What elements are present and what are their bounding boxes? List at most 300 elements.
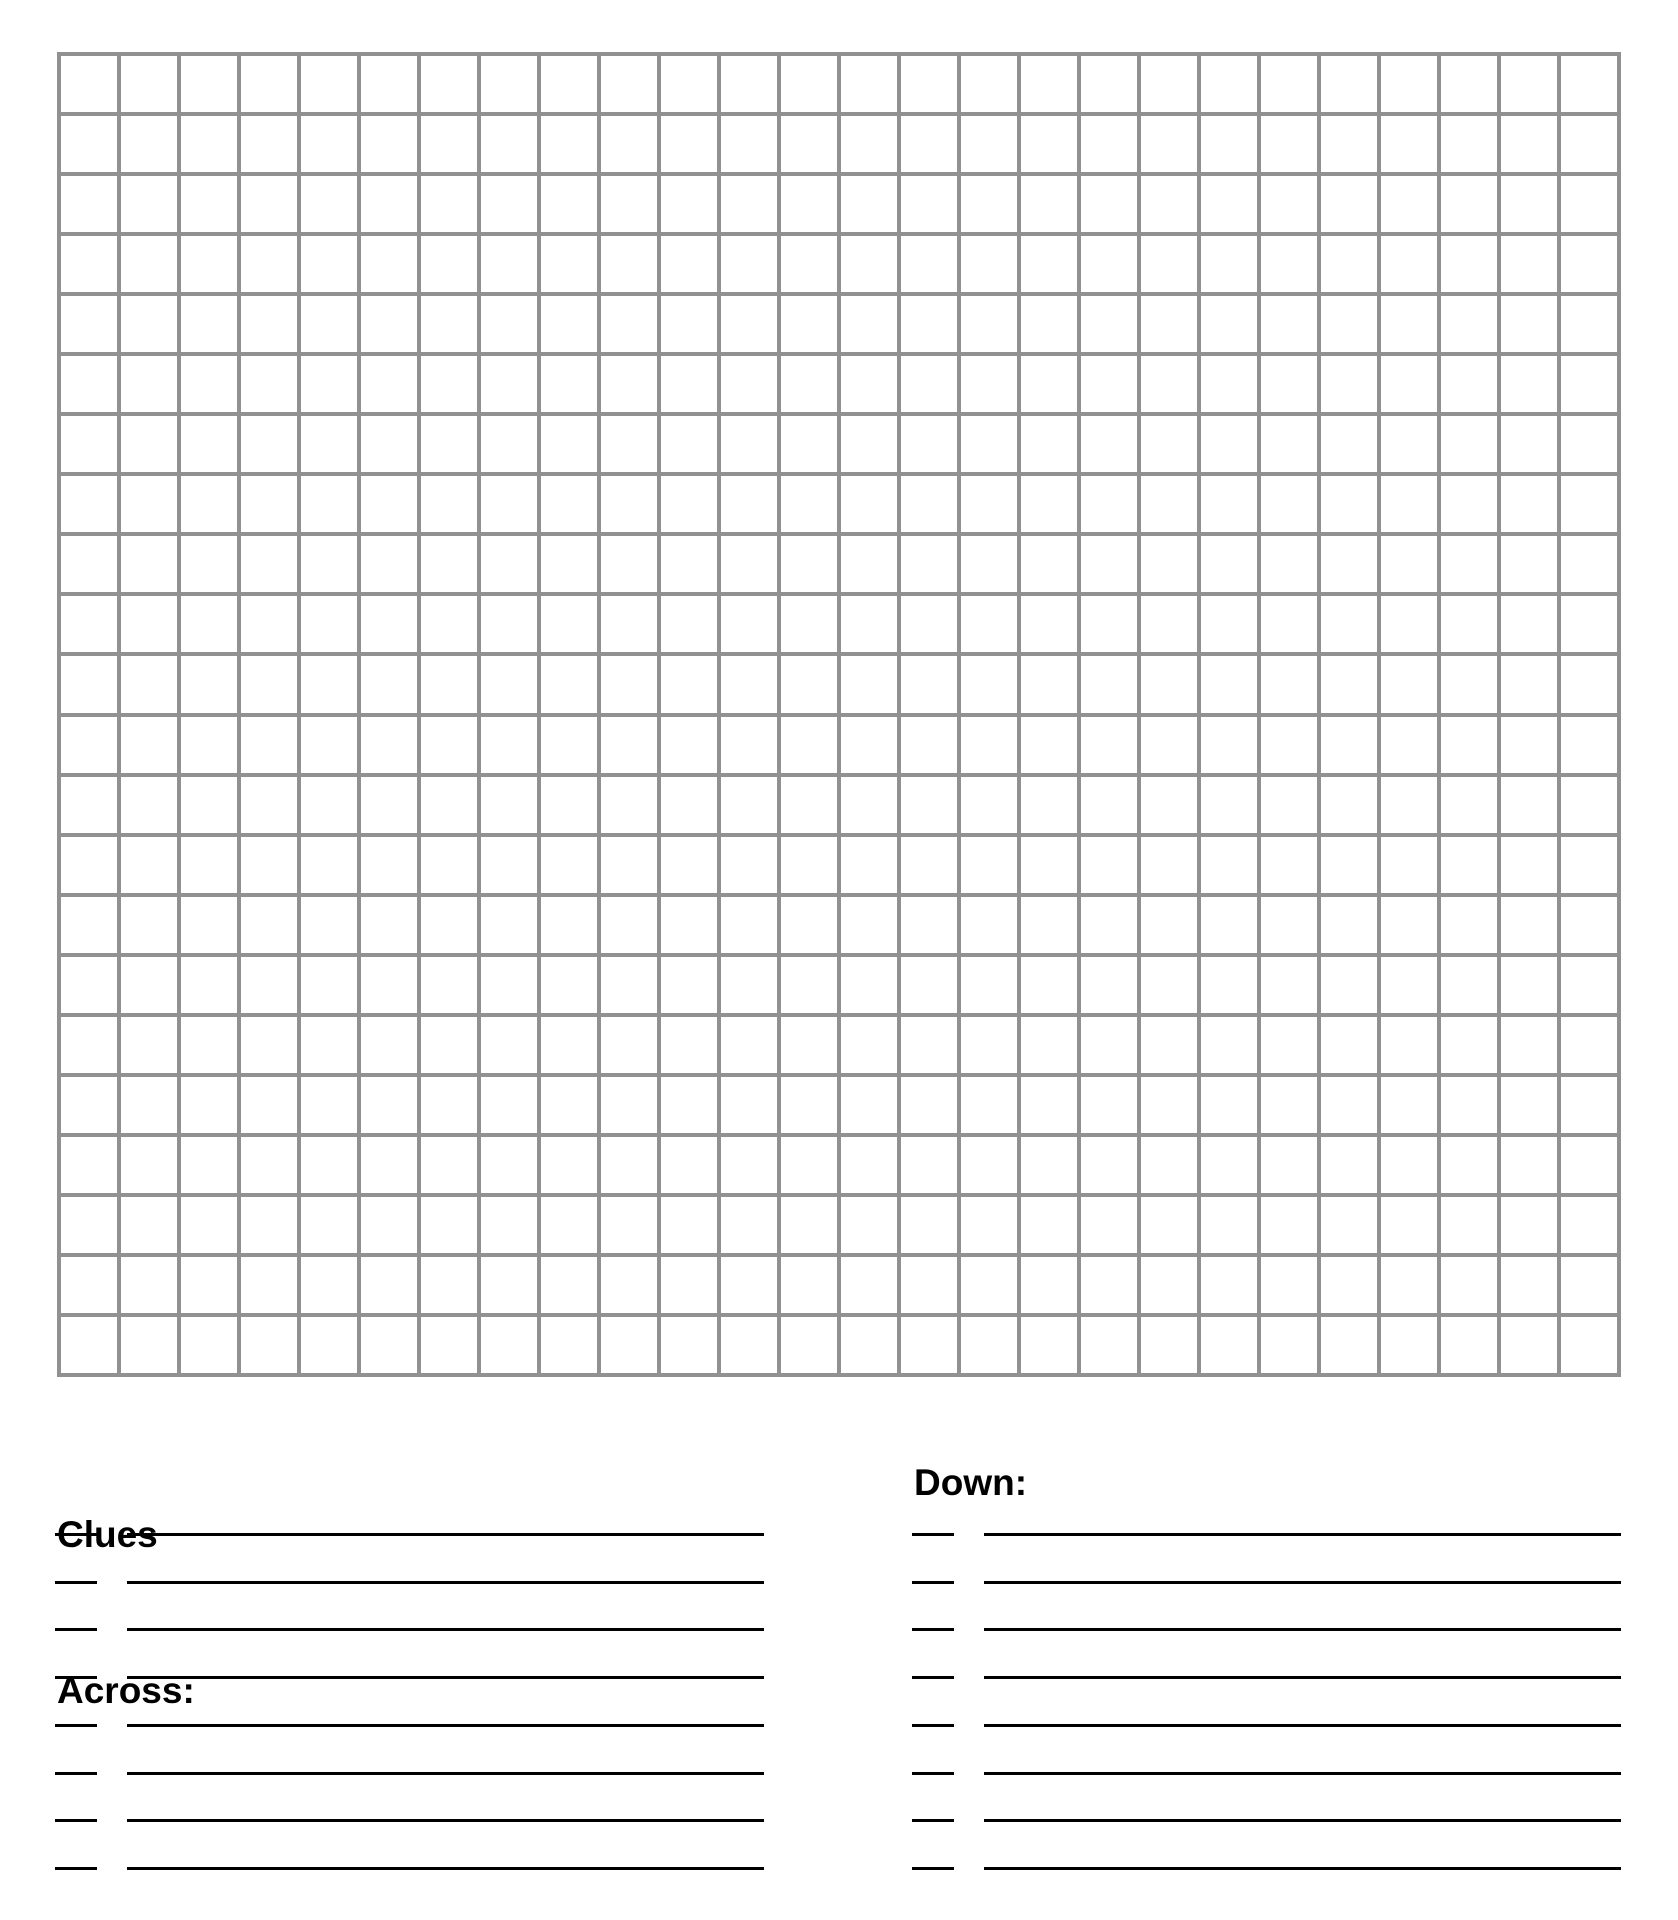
crossword-cell	[1559, 1075, 1619, 1135]
crossword-cell	[1319, 955, 1379, 1015]
crossword-cell	[659, 835, 719, 895]
crossword-cell	[839, 474, 899, 534]
crossword-cell	[719, 835, 779, 895]
crossword-cell	[1439, 294, 1499, 354]
crossword-cell	[1379, 1255, 1439, 1315]
crossword-cell	[779, 594, 839, 654]
crossword-cell	[1439, 474, 1499, 534]
crossword-cell	[1379, 354, 1439, 414]
crossword-cell	[779, 1015, 839, 1075]
crossword-cell	[59, 354, 119, 414]
crossword-cell	[299, 1315, 359, 1375]
crossword-cell	[119, 234, 179, 294]
crossword-cell	[539, 174, 599, 234]
clue-text-blank	[127, 1724, 764, 1727]
crossword-cell	[899, 414, 959, 474]
crossword-grid	[57, 52, 1621, 1377]
crossword-cell	[1379, 294, 1439, 354]
crossword-cell	[1319, 234, 1379, 294]
crossword-cell	[119, 1255, 179, 1315]
crossword-cell	[1499, 895, 1559, 955]
crossword-cell	[119, 534, 179, 594]
clue-text-blank	[984, 1676, 1621, 1679]
down-clue-row	[912, 1819, 1621, 1867]
crossword-cell	[1439, 1315, 1499, 1375]
crossword-cell	[719, 715, 779, 775]
clue-number-blank	[55, 1724, 97, 1727]
crossword-cell	[959, 895, 1019, 955]
clues-title: Clues	[57, 1514, 158, 1555]
crossword-cell	[719, 955, 779, 1015]
crossword-cell	[179, 1195, 239, 1255]
crossword-cell	[539, 1015, 599, 1075]
crossword-cell	[1199, 835, 1259, 895]
crossword-cell	[1199, 955, 1259, 1015]
crossword-cell	[899, 775, 959, 835]
crossword-cell	[1139, 835, 1199, 895]
crossword-cell	[1319, 474, 1379, 534]
clue-number-blank	[55, 1581, 97, 1584]
crossword-cell	[239, 1315, 299, 1375]
down-clue-row	[912, 1724, 1621, 1772]
crossword-cell	[599, 174, 659, 234]
crossword-cell	[119, 1315, 179, 1375]
crossword-cell	[1379, 835, 1439, 895]
crossword-cell	[359, 654, 419, 714]
crossword-cell	[1079, 54, 1139, 114]
crossword-cell	[719, 594, 779, 654]
crossword-cell	[539, 414, 599, 474]
crossword-cell	[1439, 835, 1499, 895]
crossword-cell	[1079, 174, 1139, 234]
crossword-cell	[719, 474, 779, 534]
crossword-cell	[1259, 955, 1319, 1015]
crossword-cell	[719, 414, 779, 474]
crossword-cell	[1079, 654, 1139, 714]
crossword-cell	[1259, 1075, 1319, 1135]
crossword-cell	[239, 354, 299, 414]
crossword-cell	[899, 294, 959, 354]
crossword-cell	[719, 1195, 779, 1255]
crossword-cell	[1259, 835, 1319, 895]
crossword-cell	[239, 1255, 299, 1315]
crossword-cell	[1199, 775, 1259, 835]
crossword-cell	[299, 414, 359, 474]
crossword-cell	[1139, 775, 1199, 835]
crossword-cell	[479, 654, 539, 714]
crossword-cell	[1319, 354, 1379, 414]
crossword-cell	[359, 594, 419, 654]
crossword-cell	[719, 1015, 779, 1075]
crossword-cell	[1019, 1015, 1079, 1075]
crossword-cell	[779, 1315, 839, 1375]
crossword-cell	[539, 1075, 599, 1135]
crossword-cell	[359, 1015, 419, 1075]
clue-text-blank	[127, 1628, 764, 1631]
crossword-cell	[1559, 955, 1619, 1015]
crossword-cell	[779, 354, 839, 414]
clue-text-blank	[127, 1581, 764, 1584]
crossword-cell	[119, 654, 179, 714]
crossword-cell	[1199, 174, 1259, 234]
crossword-cell	[119, 174, 179, 234]
crossword-cell	[779, 775, 839, 835]
crossword-cell	[599, 1315, 659, 1375]
crossword-cell	[959, 534, 1019, 594]
crossword-cell	[1379, 1075, 1439, 1135]
crossword-cell	[719, 174, 779, 234]
crossword-cell	[599, 534, 659, 594]
clue-number-blank	[55, 1772, 97, 1775]
crossword-cell	[779, 114, 839, 174]
crossword-cell	[599, 414, 659, 474]
crossword-cell	[1199, 1135, 1259, 1195]
crossword-cell	[899, 1075, 959, 1135]
clue-text-blank	[984, 1867, 1621, 1870]
crossword-cell	[899, 534, 959, 594]
crossword-cell	[719, 294, 779, 354]
crossword-cell	[599, 775, 659, 835]
crossword-cell	[599, 895, 659, 955]
crossword-cell	[959, 594, 1019, 654]
crossword-cell	[239, 775, 299, 835]
crossword-cell	[599, 1255, 659, 1315]
crossword-cell	[59, 1195, 119, 1255]
crossword-cell	[539, 955, 599, 1015]
crossword-cell	[1019, 594, 1079, 654]
crossword-cell	[1139, 654, 1199, 714]
crossword-cell	[59, 1315, 119, 1375]
clue-text-blank	[984, 1819, 1621, 1822]
crossword-cell	[1139, 1195, 1199, 1255]
crossword-cell	[1559, 654, 1619, 714]
crossword-cell	[899, 114, 959, 174]
crossword-cell	[1199, 1255, 1259, 1315]
crossword-cell	[1379, 594, 1439, 654]
crossword-cell	[179, 1135, 239, 1195]
crossword-cell	[1439, 114, 1499, 174]
clue-number-blank	[55, 1676, 97, 1679]
crossword-cell	[119, 895, 179, 955]
crossword-cell	[1079, 1315, 1139, 1375]
crossword-cell	[119, 1015, 179, 1075]
crossword-cell	[179, 54, 239, 114]
crossword-cell	[479, 54, 539, 114]
clue-number-blank	[912, 1772, 954, 1775]
crossword-cell	[779, 474, 839, 534]
crossword-cell	[239, 1195, 299, 1255]
crossword-cell	[59, 775, 119, 835]
crossword-cell	[1259, 354, 1319, 414]
crossword-cell	[1439, 1195, 1499, 1255]
crossword-cell	[239, 114, 299, 174]
crossword-cell	[119, 1195, 179, 1255]
down-clue-row	[912, 1533, 1621, 1581]
crossword-cell	[1199, 114, 1259, 174]
crossword-cell	[359, 534, 419, 594]
crossword-cell	[659, 294, 719, 354]
crossword-cell	[479, 414, 539, 474]
crossword-cell	[1199, 654, 1259, 714]
crossword-cell	[719, 234, 779, 294]
crossword-cell	[599, 474, 659, 534]
crossword-cell	[1259, 174, 1319, 234]
crossword-cell	[119, 955, 179, 1015]
crossword-cell	[839, 1135, 899, 1195]
crossword-cell	[59, 174, 119, 234]
crossword-cell	[1259, 1255, 1319, 1315]
crossword-cell	[1439, 775, 1499, 835]
crossword-cell	[1499, 354, 1559, 414]
crossword-cell	[239, 1015, 299, 1075]
crossword-cell	[1079, 594, 1139, 654]
down-clue-row	[912, 1772, 1621, 1820]
crossword-cell	[959, 1015, 1019, 1075]
crossword-cell	[1499, 1135, 1559, 1195]
crossword-cell	[1439, 1135, 1499, 1195]
crossword-cell	[959, 414, 1019, 474]
crossword-cell	[1019, 835, 1079, 895]
crossword-cell	[1439, 1075, 1499, 1135]
crossword-cell	[59, 234, 119, 294]
crossword-cell	[479, 715, 539, 775]
crossword-cell	[1319, 775, 1379, 835]
crossword-cell	[419, 474, 479, 534]
crossword-cell	[1559, 835, 1619, 895]
crossword-cell	[1019, 895, 1079, 955]
crossword-cell	[779, 1195, 839, 1255]
crossword-cell	[719, 775, 779, 835]
crossword-cell	[479, 1255, 539, 1315]
down-clue-row	[912, 1867, 1621, 1915]
crossword-cell	[1259, 114, 1319, 174]
crossword-cell	[1019, 54, 1079, 114]
crossword-cell	[419, 114, 479, 174]
crossword-cell	[179, 174, 239, 234]
crossword-cell	[1379, 114, 1439, 174]
crossword-cell	[539, 895, 599, 955]
clue-number-blank	[55, 1628, 97, 1631]
crossword-cell	[599, 1195, 659, 1255]
crossword-cell	[659, 594, 719, 654]
across-clue-list	[55, 1533, 764, 1915]
crossword-cell	[1139, 174, 1199, 234]
crossword-cell	[419, 895, 479, 955]
crossword-cell	[539, 474, 599, 534]
crossword-cell	[1079, 534, 1139, 594]
crossword-cell	[359, 114, 419, 174]
crossword-cell	[599, 354, 659, 414]
crossword-cell	[839, 955, 899, 1015]
crossword-cell	[719, 1315, 779, 1375]
crossword-cell	[959, 654, 1019, 714]
crossword-cell	[1019, 715, 1079, 775]
crossword-cell	[1019, 174, 1079, 234]
crossword-cell	[1559, 715, 1619, 775]
crossword-cell	[179, 775, 239, 835]
crossword-cell	[539, 654, 599, 714]
across-clue-row	[55, 1533, 764, 1581]
crossword-cell	[1199, 1015, 1259, 1075]
crossword-cell	[299, 1135, 359, 1195]
crossword-cell	[239, 234, 299, 294]
crossword-cell	[59, 654, 119, 714]
crossword-cell	[1499, 715, 1559, 775]
crossword-cell	[1139, 474, 1199, 534]
crossword-cell	[899, 1315, 959, 1375]
crossword-cell	[179, 294, 239, 354]
crossword-cell	[359, 775, 419, 835]
down-clue-row	[912, 1676, 1621, 1724]
crossword-cell	[839, 1315, 899, 1375]
crossword-cell	[1319, 594, 1379, 654]
crossword-cell	[359, 474, 419, 534]
crossword-cell	[1259, 474, 1319, 534]
crossword-cell	[959, 1255, 1019, 1315]
crossword-cell	[1139, 715, 1199, 775]
crossword-cell	[659, 895, 719, 955]
crossword-cell	[539, 1135, 599, 1195]
crossword-cell	[1379, 1315, 1439, 1375]
crossword-cell	[1199, 294, 1259, 354]
crossword-cell	[1019, 1315, 1079, 1375]
crossword-cell	[359, 955, 419, 1015]
crossword-cell	[779, 1255, 839, 1315]
crossword-cell	[119, 835, 179, 895]
crossword-cell	[299, 895, 359, 955]
crossword-cell	[779, 1075, 839, 1135]
crossword-cell	[239, 54, 299, 114]
crossword-cell	[959, 835, 1019, 895]
crossword-cell	[119, 354, 179, 414]
crossword-cell	[899, 1255, 959, 1315]
crossword-cell	[419, 1315, 479, 1375]
crossword-cell	[1139, 294, 1199, 354]
crossword-cell	[419, 234, 479, 294]
crossword-cell	[1139, 54, 1199, 114]
crossword-cell	[1559, 414, 1619, 474]
crossword-cell	[1199, 1315, 1259, 1375]
across-clue-row	[55, 1724, 764, 1772]
crossword-cell	[179, 654, 239, 714]
crossword-cell	[539, 594, 599, 654]
clue-text-blank	[127, 1676, 764, 1679]
crossword-cell	[479, 1015, 539, 1075]
crossword-cell	[1199, 594, 1259, 654]
crossword-cell	[1079, 294, 1139, 354]
clue-number-blank	[912, 1533, 954, 1536]
crossword-cell	[1559, 895, 1619, 955]
crossword-cell	[179, 354, 239, 414]
crossword-cell	[1019, 654, 1079, 714]
down-heading: Down:	[914, 1462, 1028, 1503]
clue-text-blank	[984, 1533, 1621, 1536]
crossword-cell	[1259, 294, 1319, 354]
crossword-cell	[1559, 294, 1619, 354]
crossword-cell	[299, 234, 359, 294]
crossword-cell	[299, 1075, 359, 1135]
crossword-cell	[1259, 1135, 1319, 1195]
crossword-cell	[539, 1195, 599, 1255]
crossword-cell	[1079, 1255, 1139, 1315]
clue-number-blank	[912, 1676, 954, 1679]
crossword-cell	[479, 1075, 539, 1135]
crossword-cell	[1499, 1075, 1559, 1135]
crossword-cell	[1379, 174, 1439, 234]
crossword-cell	[539, 715, 599, 775]
crossword-cell	[239, 1135, 299, 1195]
crossword-cell	[179, 414, 239, 474]
crossword-cell	[1139, 895, 1199, 955]
crossword-cell	[1439, 354, 1499, 414]
crossword-cell	[1499, 174, 1559, 234]
crossword-cell	[899, 1195, 959, 1255]
crossword-cell	[779, 715, 839, 775]
crossword-cell	[959, 354, 1019, 414]
crossword-cell	[1199, 474, 1259, 534]
crossword-cell	[359, 1255, 419, 1315]
crossword-cell	[359, 1075, 419, 1135]
crossword-cell	[659, 1015, 719, 1075]
crossword-cell	[479, 835, 539, 895]
crossword-cell	[59, 1135, 119, 1195]
crossword-cell	[1019, 1255, 1079, 1315]
crossword-cell	[419, 715, 479, 775]
crossword-cell	[359, 1135, 419, 1195]
crossword-cell	[59, 955, 119, 1015]
crossword-cell	[479, 174, 539, 234]
crossword-cell	[299, 54, 359, 114]
crossword-cell	[1559, 775, 1619, 835]
crossword-cell	[1379, 234, 1439, 294]
crossword-cell	[839, 294, 899, 354]
crossword-cell	[119, 1075, 179, 1135]
crossword-cell	[239, 534, 299, 594]
crossword-cell	[959, 775, 1019, 835]
crossword-cell	[1019, 955, 1079, 1015]
crossword-cell	[419, 654, 479, 714]
clue-number-blank	[912, 1581, 954, 1584]
crossword-cell	[1499, 1195, 1559, 1255]
crossword-cell	[1559, 1015, 1619, 1075]
clue-number-blank	[912, 1724, 954, 1727]
crossword-cell	[179, 114, 239, 174]
crossword-cell	[659, 54, 719, 114]
crossword-cell	[179, 1015, 239, 1075]
crossword-cell	[1559, 474, 1619, 534]
crossword-cell	[239, 474, 299, 534]
crossword-cell	[599, 1075, 659, 1135]
clue-text-blank	[984, 1628, 1621, 1631]
crossword-cell	[1499, 114, 1559, 174]
crossword-cell	[779, 234, 839, 294]
crossword-cell	[1139, 955, 1199, 1015]
clue-text-blank	[127, 1867, 764, 1870]
crossword-cell	[659, 474, 719, 534]
crossword-cell	[1259, 775, 1319, 835]
crossword-cell	[539, 354, 599, 414]
across-heading: Across:	[57, 1670, 195, 1711]
crossword-cell	[1439, 594, 1499, 654]
crossword-cell	[1499, 1015, 1559, 1075]
crossword-cell	[299, 174, 359, 234]
crossword-cell	[479, 594, 539, 654]
clue-text-blank	[127, 1533, 764, 1536]
across-clue-row	[55, 1819, 764, 1867]
crossword-cell	[239, 594, 299, 654]
crossword-cell	[839, 414, 899, 474]
crossword-cell	[719, 114, 779, 174]
